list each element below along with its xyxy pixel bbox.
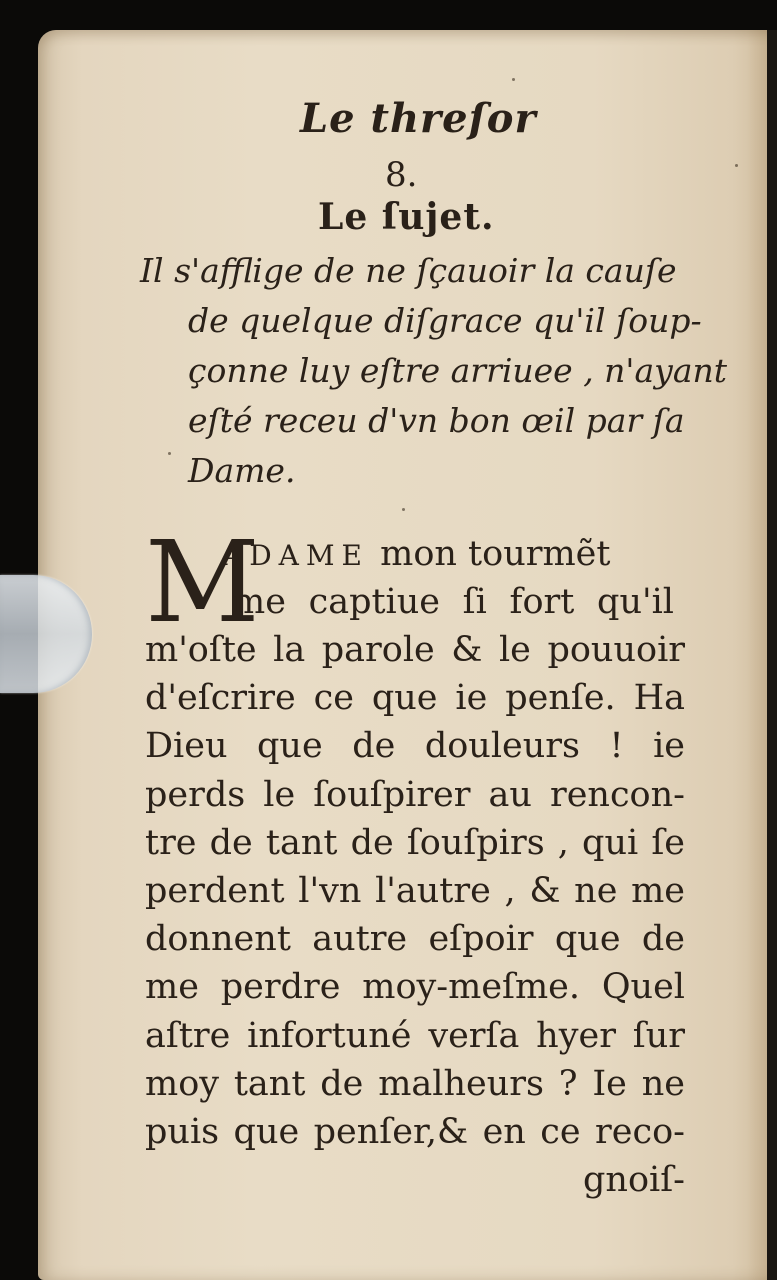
running-head: Le threſor bbox=[300, 95, 537, 142]
paper-speck bbox=[168, 452, 171, 455]
catchword: gnoiſ- bbox=[583, 1160, 685, 1201]
body-line: m'oſte la parole & le pouuoir bbox=[145, 630, 685, 670]
body-line: moy tant de malheurs ? Ie ne bbox=[145, 1063, 685, 1104]
paper-speck bbox=[402, 508, 405, 511]
body-first-line bbox=[222, 530, 674, 580]
body-line: Dieu que de douleurs ! ie bbox=[145, 726, 685, 767]
argument-line: Il s'afflige de ne ſçauoir la cauſe bbox=[140, 251, 677, 290]
body-line: d'eſcrire ce que ie penſe. Ha bbox=[145, 678, 685, 719]
body-line: aſtre infortuné verſa hyer ſur bbox=[145, 1015, 685, 1056]
body-line: donnent autre eſpoir que de bbox=[145, 919, 685, 960]
body-line: puis que penſer,& en ce reco- bbox=[145, 1111, 685, 1152]
body-line: me perdre moy-meſme. Quel bbox=[145, 967, 685, 1008]
body-line: tre de tant de ſouſpirs , qui ſe bbox=[145, 822, 685, 863]
subject-heading: Le ſujet. bbox=[318, 196, 495, 238]
drop-cap: M bbox=[145, 518, 260, 648]
argument bbox=[140, 246, 728, 496]
argument-line: eſté receu d'vn bon œil par ſa bbox=[188, 401, 685, 440]
paper-speck bbox=[735, 164, 738, 167]
argument-line: de quelque diſgrace qu'il ſoup- bbox=[188, 301, 702, 340]
letter-number: 8. bbox=[385, 155, 418, 195]
argument-line: Dame. bbox=[188, 451, 296, 490]
body-second-line: me captiue ſi fort qu'il bbox=[232, 582, 674, 622]
paper-speck bbox=[512, 78, 515, 81]
body-text bbox=[145, 626, 685, 1204]
body-line: perds le ſouſpirer au rencon- bbox=[145, 774, 685, 815]
smallcaps-word: ADAME bbox=[222, 539, 369, 572]
first-line-rest: mon tourmẽt bbox=[369, 534, 611, 574]
body-line: perdent l'vn l'autre , & ne me bbox=[145, 870, 685, 911]
argument-line: çonne luy eſtre arriuee , n'ayant bbox=[188, 351, 728, 390]
